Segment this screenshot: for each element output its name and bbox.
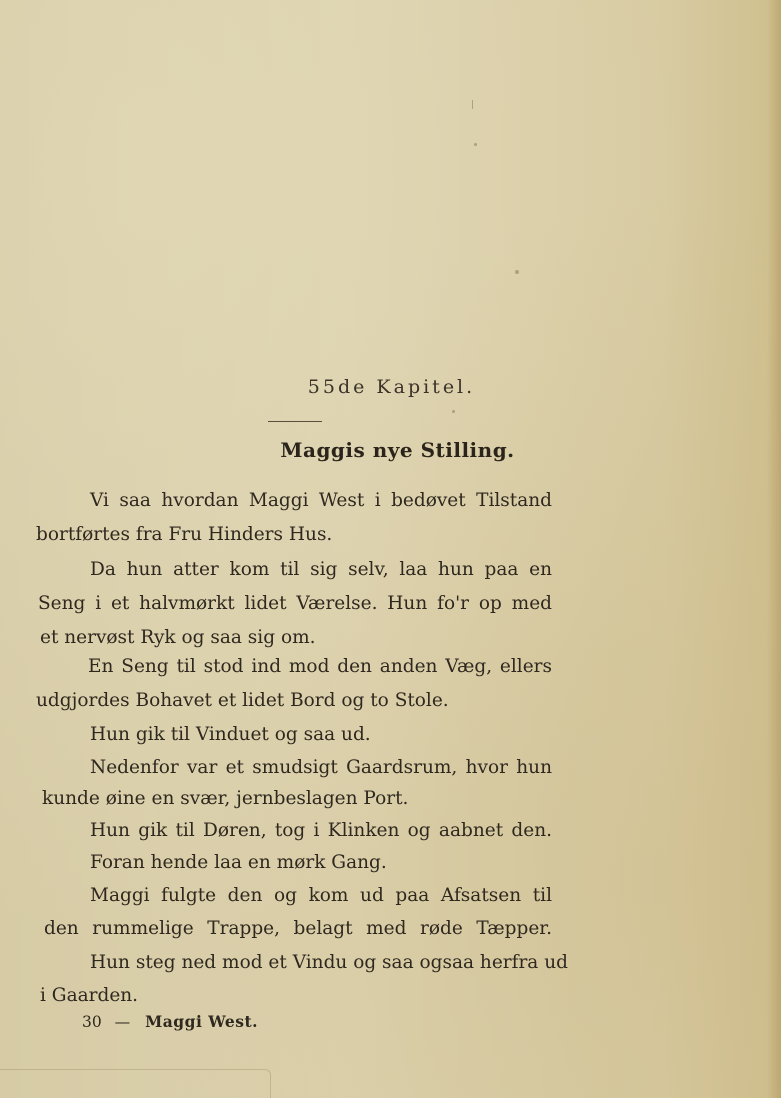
paper-speck [474, 143, 477, 146]
text-line: i Gaarden. [40, 985, 139, 1006]
text-line: den rummelige Trappe, belagt med røde Tæpper. [44, 918, 552, 939]
text-line: Hun gik til Døren, tog i Klinken og aabnet den. [90, 820, 552, 841]
text-line: kunde øine en svær, jernbeslagen Port. [42, 788, 409, 809]
signature-title: Maggi West. [145, 1012, 259, 1031]
text-line: Foran hende laa en mørk Gang. [90, 852, 387, 873]
chapter-divider [268, 421, 322, 422]
text-line: Hun steg ned mod et Vindu og saa ogsaa herfra ud [90, 952, 568, 973]
text-line: Vi saa hvordan Maggi West i bedøvet Tilstand [90, 490, 552, 511]
chapter-label: 55de Kapitel. [307, 376, 476, 398]
text-line: Nedenfor var et smudsigt Gaardsrum, hvor hun [90, 757, 552, 778]
text-line: bortførtes fra Fru Hinders Hus. [36, 524, 333, 545]
page-number: 30 [82, 1013, 102, 1031]
page-edge-shadow [767, 0, 781, 1098]
text-line: Da hun atter kom til sig selv, laa hun paa en [90, 559, 552, 580]
paper-speck [472, 100, 473, 109]
footer-separator: — [114, 1013, 131, 1031]
page-footer [82, 1012, 258, 1031]
text-line: udgjordes Bohavet et lidet Bord og to Stole. [36, 690, 449, 711]
text-line: Hun gik til Vinduet og saa ud. [90, 724, 371, 745]
chapter-title: Maggis nye Stilling. [280, 438, 515, 462]
text-line: En Seng til stod ind mod den anden Væg, ellers [88, 656, 552, 677]
page-fold-mark [0, 1069, 271, 1098]
text-line: et nervøst Ryk og saa sig om. [40, 627, 316, 648]
paper-speck [452, 410, 455, 413]
text-line: Maggi fulgte den og kom ud paa Afsatsen til [90, 885, 552, 906]
text-line: Seng i et halvmørkt lidet Værelse. Hun fo'r op med [38, 593, 552, 614]
paper-speck [515, 270, 519, 274]
